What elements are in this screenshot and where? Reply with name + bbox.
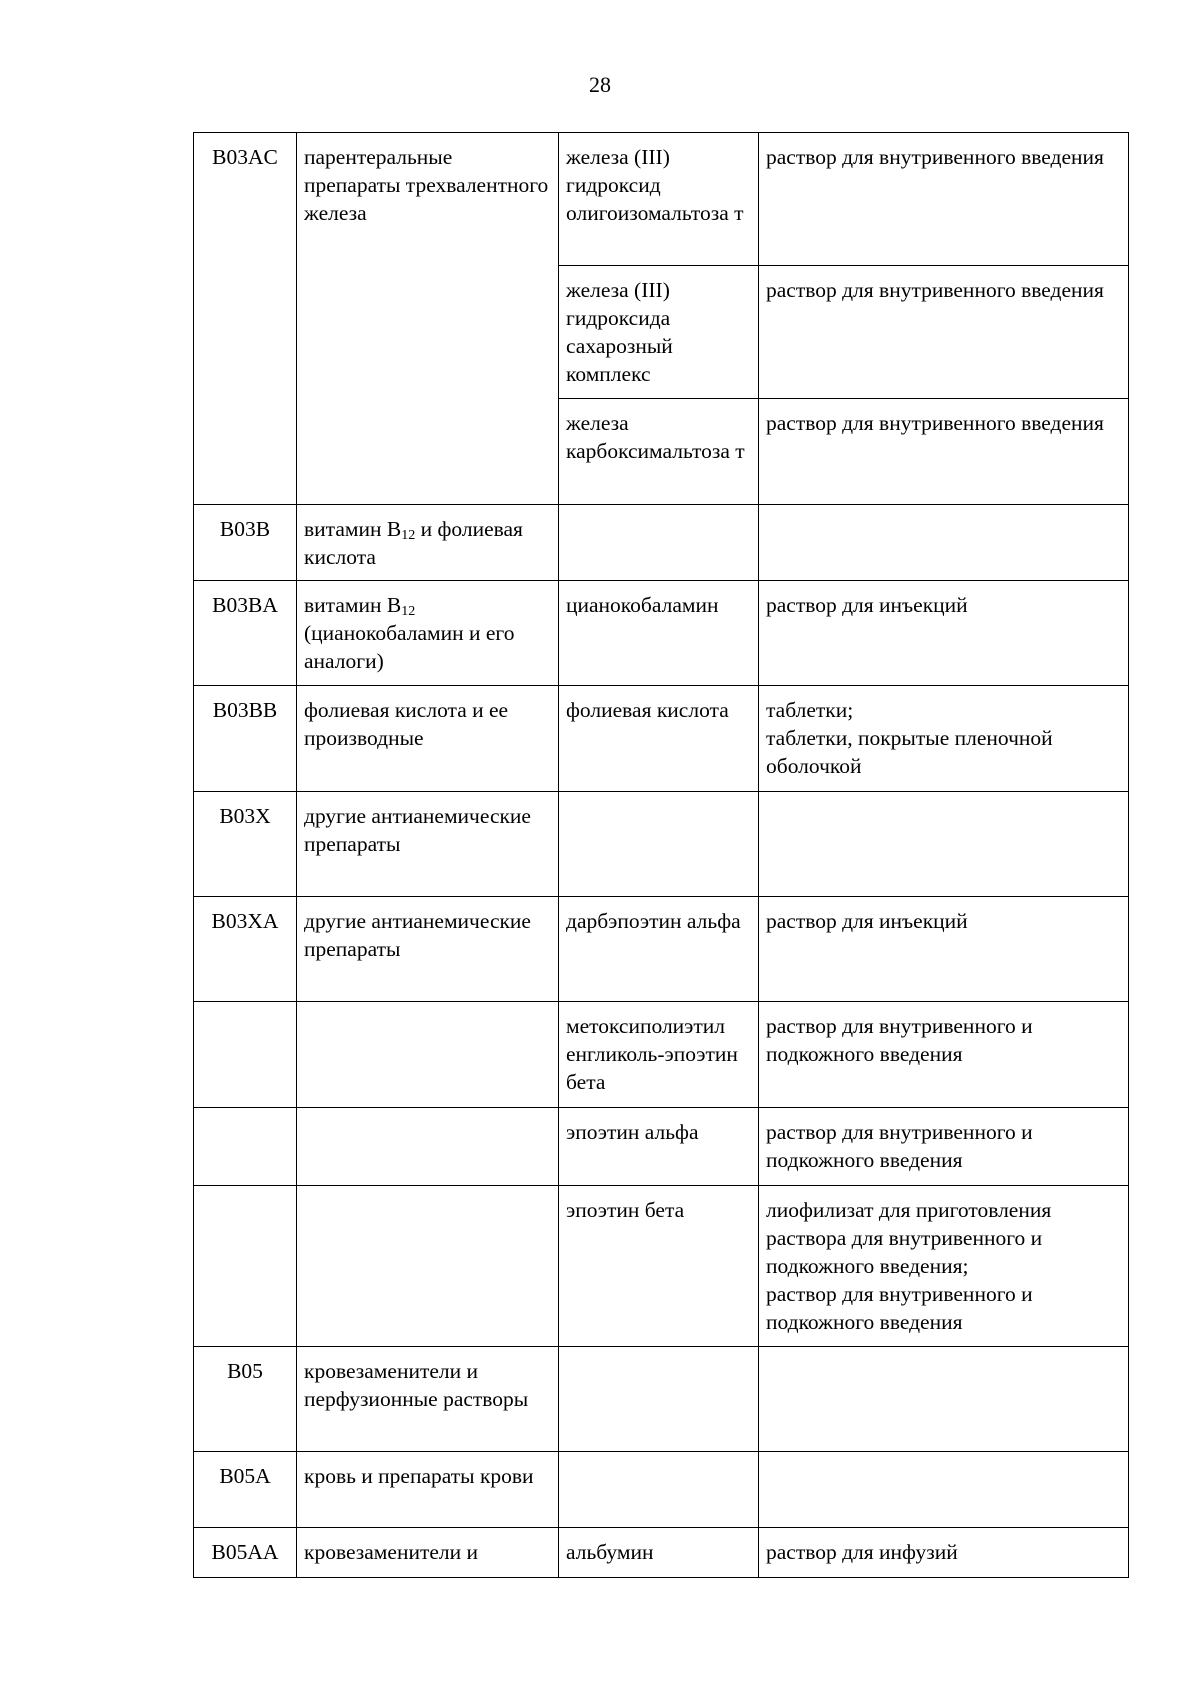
table-row [194,1002,1129,1108]
table-row [194,133,1129,266]
group-cell: другие антианемические препараты [297,897,559,1002]
dosage-form-line: лиофилизат для приготовления раствора для внутривенного и подкожного введения; [766,1198,1052,1278]
group-text: витамин B [304,593,402,617]
dosage-form-cell: раствор для инфузий [759,1528,1129,1578]
dosage-form-cell: раствор для внутривенного и подкожного введения [759,1108,1129,1186]
atc-code-cell [194,1186,297,1347]
atc-code-cell: B03B [194,505,297,581]
group-cell: фолиевая кислота и ее производные [297,686,559,792]
group-text: витамин B [304,517,402,541]
substance-cell [559,505,759,581]
group-text: и фолиевая кислота [304,517,523,569]
group-cell: кровезаменители и перфузионные растворы [297,1347,559,1452]
table-row [194,792,1129,897]
atc-code-cell: B05 [194,1347,297,1452]
subscript: 12 [401,528,416,543]
substance-cell: железа (III) гидроксид олигоизомальтоза т [559,133,759,266]
group-cell: парентеральные препараты трехвалентного железа [297,133,559,505]
group-cell [297,581,559,686]
group-cell: другие антианемические препараты [297,792,559,897]
atc-code-cell: B03BB [194,686,297,792]
group-cell [297,505,559,581]
atc-code-cell: B03AC [194,133,297,505]
table-row [194,1108,1129,1186]
dosage-form-line: таблетки; [766,698,854,722]
dosage-form-cell [759,505,1129,581]
substance-cell: железа (III) гидроксида сахарозный комплекс [559,266,759,399]
dosage-form-cell [759,1347,1129,1452]
atc-code-cell: B03X [194,792,297,897]
atc-code-cell: B03BA [194,581,297,686]
substance-cell [559,1347,759,1452]
substance-cell: метоксиполиэтил енгликоль-эпоэтин бета [559,1002,759,1108]
page-number: 28 [589,72,611,97]
atc-code-cell [194,1002,297,1108]
substance-cell: альбумин [559,1528,759,1578]
group-cell [297,1186,559,1347]
dosage-form-line: таблетки, покрытые пленочной оболочкой [766,726,1053,778]
substance-cell: фолиевая кислота [559,686,759,792]
table-row [194,1347,1129,1452]
group-cell: кровь и препараты крови [297,1452,559,1528]
atc-code-cell [194,1108,297,1186]
group-cell: кровезаменители и [297,1528,559,1578]
table-row [194,1186,1129,1347]
drug-table [193,132,1129,1578]
dosage-form-cell [759,686,1129,792]
substance-cell [559,1452,759,1528]
dosage-form-cell: раствор для внутривенного введения [759,266,1129,399]
table-row [194,1528,1129,1578]
dosage-form-cell [759,1452,1129,1528]
dosage-form-cell: раствор для внутривенного и подкожного введения [759,1002,1129,1108]
table-row [194,1452,1129,1528]
dosage-form-cell: раствор для инъекций [759,897,1129,1002]
atc-code-cell: B05AA [194,1528,297,1578]
group-text: (цианокобаламин и его аналоги) [304,621,515,673]
dosage-form-cell: раствор для инъекций [759,581,1129,686]
substance-cell: эпоэтин бета [559,1186,759,1347]
substance-cell: цианокобаламин [559,581,759,686]
table-row [194,897,1129,1002]
dosage-form-cell [759,1186,1129,1347]
table-row [194,686,1129,792]
dosage-form-cell: раствор для внутривенного введения [759,399,1129,505]
dosage-form-line: раствор для внутривенного и подкожного введения [766,1282,1033,1334]
table-row [194,505,1129,581]
substance-cell: эпоэтин альфа [559,1108,759,1186]
substance-cell: железа карбоксимальтоза т [559,399,759,505]
subscript: 12 [401,604,416,619]
substance-cell: дарбэпоэтин альфа [559,897,759,1002]
dosage-form-cell [759,792,1129,897]
substance-cell [559,792,759,897]
group-cell [297,1002,559,1108]
group-cell [297,1108,559,1186]
atc-code-cell: B03XA [194,897,297,1002]
table-row [194,581,1129,686]
atc-code-cell: B05A [194,1452,297,1528]
dosage-form-cell: раствор для внутривенного введения [759,133,1129,266]
